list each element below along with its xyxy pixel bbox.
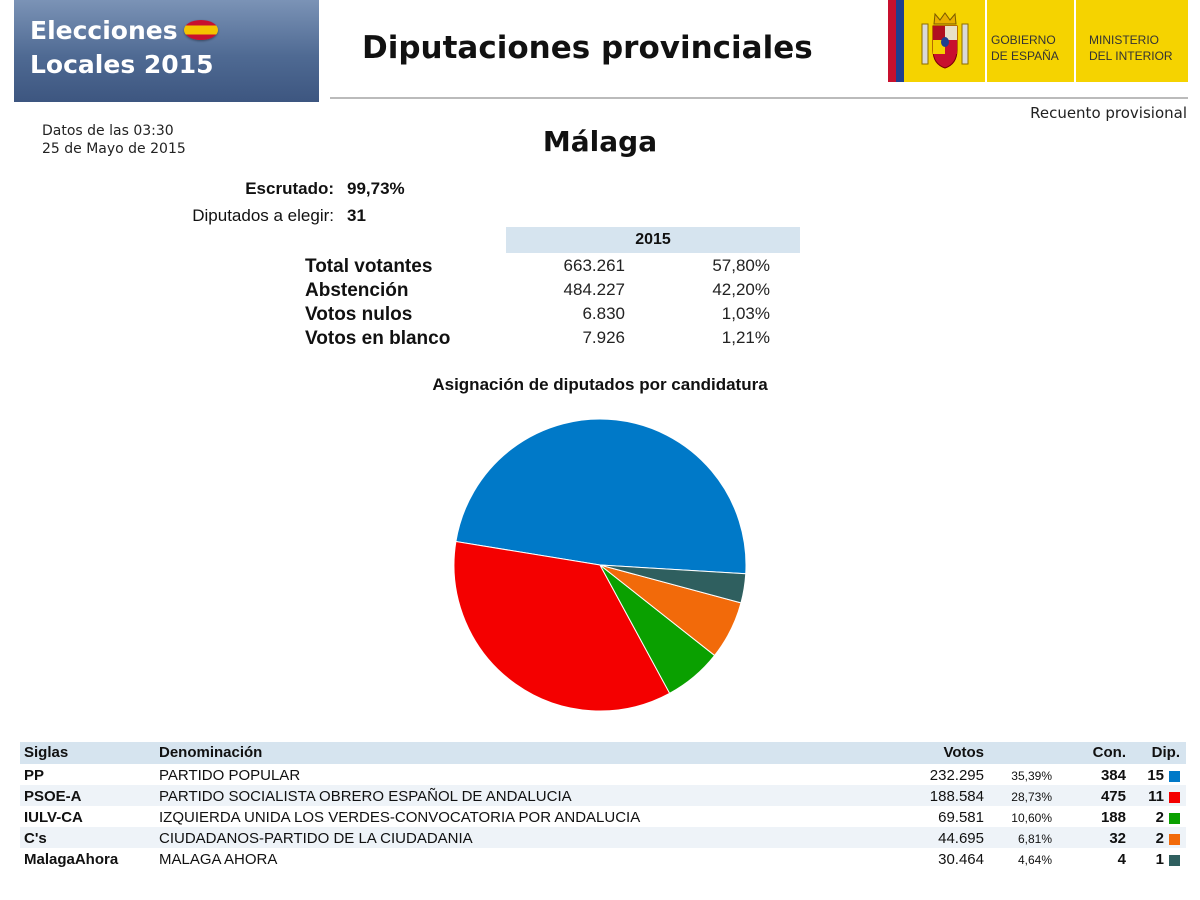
party-name: MALAGA AHORA	[159, 851, 278, 868]
elections-banner	[14, 0, 319, 102]
deputies-pie-chart	[400, 405, 800, 725]
gobierno-line1: GOBIERNO	[991, 33, 1056, 47]
party-vote-percent: 28,73%	[1011, 790, 1052, 804]
header-diputados: Dip.	[1151, 744, 1180, 761]
header-votos: Votos	[943, 744, 984, 761]
party-name: PARTIDO SOCIALISTA OBRERO ESPAÑOL DE ANDALUCIA	[159, 788, 572, 805]
banner-title-line2: Locales 2015	[30, 50, 214, 79]
data-time-line2: 25 de Mayo de 2015	[42, 141, 186, 157]
party-siglas: C's	[24, 830, 47, 847]
party-vote-percent: 35,39%	[1011, 769, 1052, 783]
party-color-swatch	[1169, 813, 1180, 824]
stat-percent: 1,03%	[721, 304, 770, 323]
party-deputies: 2	[1155, 809, 1164, 826]
government-logo	[888, 0, 1188, 82]
stat-percent: 57,80%	[712, 256, 770, 275]
party-name: PARTIDO POPULAR	[159, 767, 301, 784]
party-color-swatch	[1169, 834, 1180, 845]
data-time-line1: Datos de las 03:30	[42, 123, 174, 139]
party-councillors: 4	[1117, 851, 1126, 868]
page-title: Diputaciones provinciales	[362, 30, 813, 66]
stat-percent: 42,20%	[712, 280, 770, 299]
stat-count: 663.261	[563, 256, 625, 275]
table-row	[20, 785, 1186, 806]
gobierno-label	[991, 32, 1059, 64]
table-row	[20, 764, 1186, 785]
party-votes: 30.464	[938, 851, 984, 868]
logo-red-stripe	[888, 0, 896, 82]
stat-label: Votos nulos	[305, 304, 413, 325]
stat-label: Votos en blanco	[305, 328, 451, 349]
ministerio-line2: DEL INTERIOR	[1089, 49, 1173, 63]
party-color-swatch	[1169, 855, 1180, 866]
party-siglas: MalagaAhora	[24, 851, 119, 868]
stat-label: Abstención	[305, 280, 409, 301]
scrutiny-label: Escrutado:	[245, 179, 334, 198]
party-councillors: 188	[1100, 809, 1126, 826]
stats-year-header: 2015	[506, 227, 800, 253]
party-siglas: PP	[24, 767, 45, 784]
party-deputies: 1	[1155, 851, 1164, 868]
province-title: Málaga	[542, 125, 658, 158]
stat-count: 484.227	[563, 280, 625, 299]
coat-of-arms-icon	[916, 10, 974, 72]
party-councillors: 384	[1100, 767, 1126, 784]
header-siglas: Siglas	[24, 744, 69, 761]
table-row	[20, 806, 1186, 827]
gobierno-line2: DE ESPAÑA	[991, 49, 1059, 63]
results-table	[20, 742, 1186, 869]
spain-flag-icon	[184, 20, 218, 40]
party-color-swatch	[1169, 771, 1180, 782]
scrutiny-value: 99,73%	[347, 179, 405, 198]
recount-status: Recuento provisional	[1030, 104, 1187, 122]
party-color-swatch	[1169, 792, 1180, 803]
stat-percent: 1,21%	[721, 328, 770, 347]
party-councillors: 475	[1100, 788, 1126, 805]
stat-row-blank-votes	[305, 328, 775, 352]
banner-title-line1: Elecciones	[30, 16, 178, 45]
party-votes: 188.584	[929, 788, 984, 805]
party-votes: 232.295	[929, 767, 984, 784]
ministerio-label	[1089, 32, 1173, 64]
party-deputies: 15	[1147, 767, 1164, 784]
stat-row-null-votes	[305, 304, 775, 328]
party-councillors: 32	[1109, 830, 1126, 847]
stat-count: 6.830	[582, 304, 625, 323]
deputies-value: 31	[347, 206, 366, 225]
party-name: CIUDADANOS-PARTIDO DE LA CIUDADANIA	[159, 830, 473, 847]
header-concejales: Con.	[1092, 744, 1126, 761]
stat-row-abstention	[305, 280, 775, 304]
party-deputies: 11	[1148, 788, 1164, 805]
results-header-row	[20, 742, 1186, 764]
party-vote-percent: 10,60%	[1011, 811, 1052, 825]
chart-title: Asignación de diputados por candidatura	[432, 375, 768, 394]
party-name: IZQUIERDA UNIDA LOS VERDES-CONVOCATORIA POR ANDALUCIA	[159, 809, 641, 826]
deputies-label: Diputados a elegir:	[192, 206, 334, 225]
party-vote-percent: 4,64%	[1017, 853, 1052, 867]
header-denominacion: Denominación	[159, 744, 263, 761]
logo-divider	[985, 0, 987, 82]
header-divider	[330, 97, 1188, 99]
logo-blue-stripe	[896, 0, 904, 82]
table-row	[20, 827, 1186, 848]
party-vote-percent: 6,81%	[1017, 832, 1052, 846]
stat-row-total-voters	[305, 256, 775, 280]
party-siglas: PSOE-A	[24, 788, 82, 805]
party-votes: 69.581	[938, 809, 984, 826]
ministerio-line1: MINISTERIO	[1089, 33, 1160, 47]
logo-divider	[1074, 0, 1076, 82]
party-deputies: 2	[1155, 830, 1164, 847]
party-votes: 44.695	[938, 830, 984, 847]
party-siglas: IULV-CA	[24, 809, 83, 826]
stat-label: Total votantes	[305, 256, 433, 277]
table-row	[20, 848, 1186, 869]
stat-count: 7.926	[582, 328, 625, 347]
